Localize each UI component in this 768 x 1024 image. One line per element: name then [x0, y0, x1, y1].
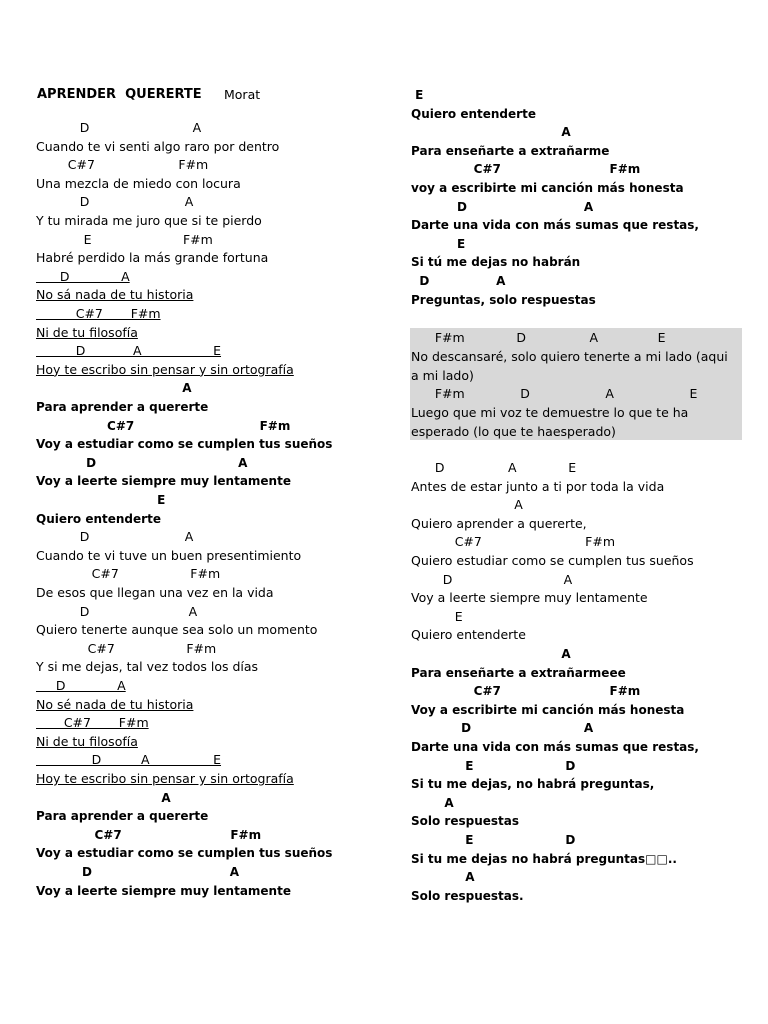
song-line: D A — [411, 721, 594, 736]
song-line: D A — [411, 274, 506, 288]
song-line: Una mezcla de miedo con locura — [36, 175, 241, 191]
song-line: Solo respuestas. — [411, 888, 524, 903]
song-line: D A E — [36, 752, 222, 768]
song-line: A — [411, 647, 571, 661]
song-line: Voy a escribirte mi canción más honesta — [411, 702, 685, 717]
song-line: E — [411, 236, 466, 251]
song-line: Voy a leerte siempre muy lentamente — [36, 474, 291, 489]
song-line: D A E — [411, 460, 577, 475]
song-line: Para aprender a quererte — [36, 809, 209, 824]
song-line: Hoy te escribo sin pensar y sin ortografía — [36, 361, 294, 377]
song-line: voy a escribirte mi canción más honesta — [411, 181, 684, 195]
song-line: No descansaré, solo quiero tenerte a mi lado (aqui — [411, 348, 728, 364]
song-line: D A — [36, 268, 130, 284]
song-line: C#7 F#m — [411, 684, 641, 699]
song-line: Hoy te escribo sin pensar y sin ortografía — [36, 771, 294, 786]
song-line: a mi lado) — [411, 367, 474, 383]
song-line: C#7 F#m — [36, 306, 161, 321]
song-line: D A — [36, 865, 240, 879]
song-line: C#7 F#m — [411, 162, 641, 177]
song-line: Darte una vida con más sumas que restas, — [411, 218, 699, 233]
song-line: No sá nada de tu historia — [36, 287, 194, 303]
song-artist: Morat — [224, 87, 261, 102]
song-line: D A — [36, 455, 248, 470]
song-line: Si tu me dejas no habrá preguntas□□.. — [411, 851, 677, 866]
song-line: Cuando te vi tuve un buen presentimiento — [36, 547, 302, 563]
song-line: D A — [36, 603, 198, 619]
song-line: A — [411, 795, 454, 810]
song-line: Y si me dejas, tal vez todos los días — [36, 659, 259, 675]
song-line: C#7 F#m — [36, 827, 262, 842]
song-line: C#7 F#m — [36, 715, 149, 731]
song-line: Ni de tu filosofía — [36, 733, 138, 749]
song-line: C#7 F#m — [36, 418, 291, 433]
song-line: F#m D A E — [411, 386, 698, 402]
song-line: C#7 F#m — [36, 566, 221, 582]
song-line: D A E — [36, 343, 222, 359]
song-line: E — [36, 493, 166, 507]
song-line: Quiero estudiar como se cumplen tus sueños — [411, 553, 694, 568]
song-line: Ni de tu filosofía — [36, 324, 138, 340]
song-line: Quiero entenderte — [411, 106, 536, 121]
song-line: Antes de estar junto a ti por toda la vida — [411, 478, 665, 494]
song-line: Quiero entenderte — [411, 627, 526, 643]
song-line: Habré perdido la más grande fortuna — [36, 250, 269, 266]
song-line: D A — [36, 529, 194, 545]
song-line: Quiero tenerte aunque sea solo un momento — [36, 622, 318, 638]
song-line: Si tu me dejas, no habrá preguntas, — [411, 777, 655, 792]
song-line: A — [411, 125, 571, 140]
song-line: D A — [411, 199, 594, 214]
song-line: A — [411, 497, 523, 513]
song-line: D A — [36, 678, 126, 693]
song-line: Preguntas, solo respuestas — [411, 292, 596, 307]
song-line: E D — [411, 758, 576, 773]
song-line: Voy a estudiar como se cumplen tus sueños — [36, 846, 333, 861]
song-line: Para aprender a quererte — [36, 400, 209, 414]
song-line: Quiero aprender a quererte, — [411, 515, 587, 531]
song-line: D A — [36, 120, 202, 135]
song-line: E D — [411, 833, 576, 847]
song-line: Si tú me dejas no habrán — [411, 255, 581, 270]
song-line: Darte una vida con más sumas que restas, — [411, 740, 699, 754]
song-line: De esos que llegan una vez en la vida — [36, 585, 274, 600]
song-line: A — [36, 790, 171, 805]
song-line: Y tu mirada me juro que si te pierdo — [36, 213, 262, 228]
song-line: Voy a leerte siempre muy lentamente — [36, 883, 291, 898]
song-line: No sé nada de tu historia — [36, 696, 194, 712]
song-line: Quiero entenderte — [36, 511, 161, 526]
song-line: D A — [36, 194, 194, 210]
song-line: E — [411, 88, 424, 102]
song-line: E F#m — [36, 231, 213, 247]
song-line: Cuando te vi senti algo raro por dentro — [36, 138, 280, 154]
song-line: E — [411, 608, 463, 624]
song-line: C#7 F#m — [411, 534, 616, 550]
song-line: Solo respuestas — [411, 814, 520, 829]
song-line: C#7 F#m — [36, 157, 209, 173]
song-line: Luego que mi voz te demuestre lo que te ha — [411, 405, 689, 421]
song-line: D A — [411, 571, 573, 587]
song-line: Voy a leerte siempre muy lentamente — [411, 590, 648, 606]
song-title: APRENDER QUERERTE — [37, 87, 202, 102]
song-line: Para enseñarte a extrañarme — [411, 143, 610, 158]
song-line: Voy a estudiar como se cumplen tus sueños — [36, 437, 333, 452]
song-line: F#m D A E — [411, 330, 666, 345]
song-line: Para enseñarte a extrañarmeee — [411, 665, 626, 680]
song-line: C#7 F#m — [36, 640, 217, 656]
song-line: A — [36, 381, 192, 396]
song-line: esperado (lo que te haesperado) — [411, 424, 616, 439]
song-line: A — [411, 870, 475, 885]
